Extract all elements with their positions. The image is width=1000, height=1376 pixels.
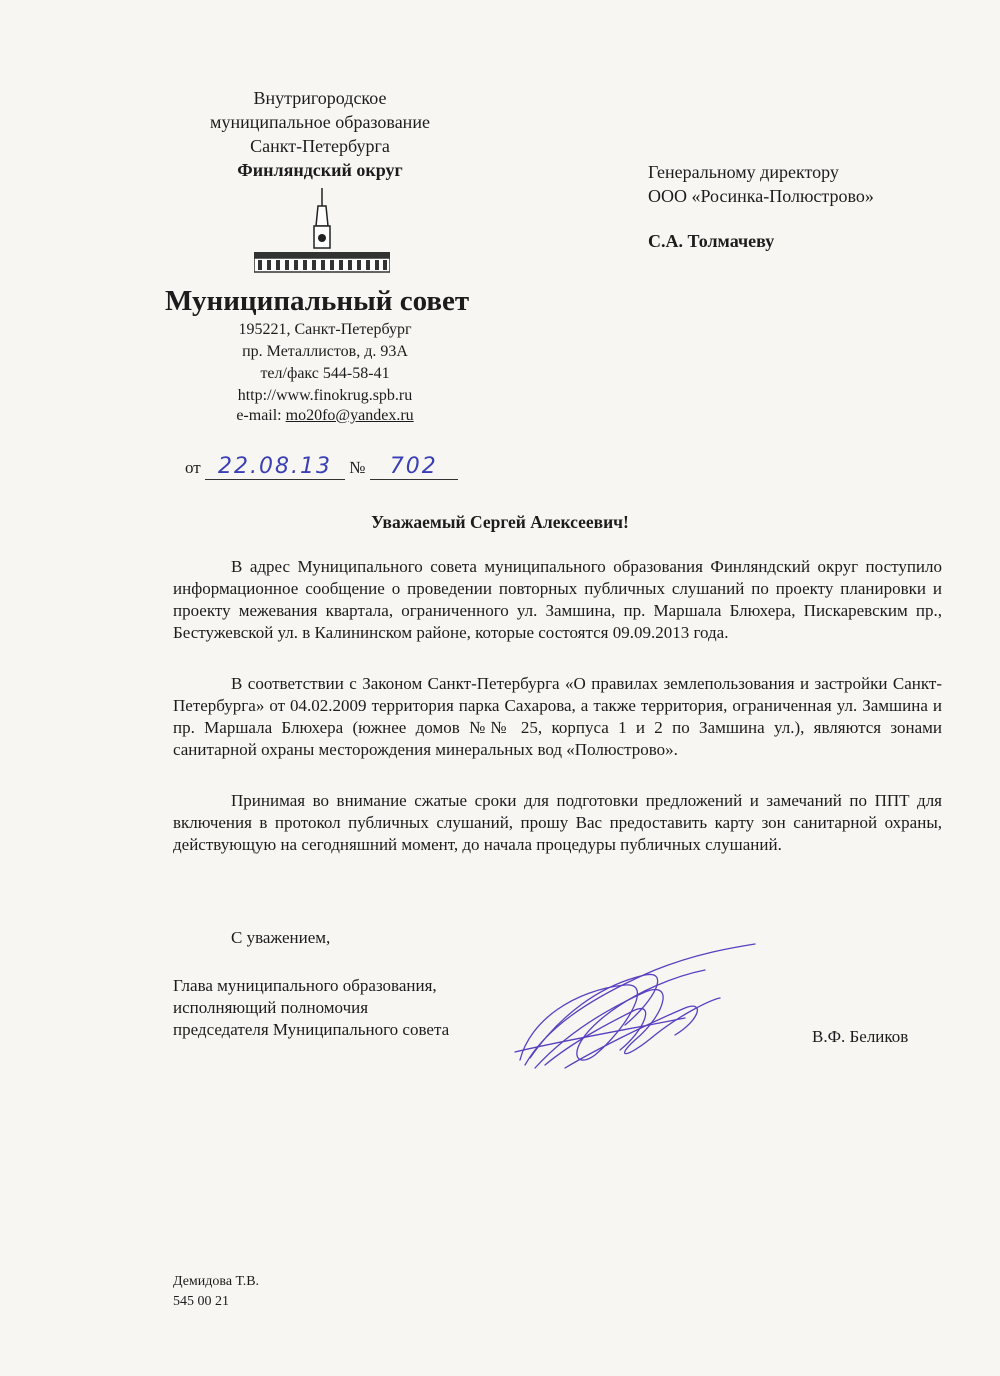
recipient-company: ООО «Росинка-Полюстрово» <box>648 186 874 206</box>
date-field <box>205 454 345 480</box>
address-line-2: пр. Металлистов, д. 93А <box>242 343 408 360</box>
salutation: Уважаемый Сергей Алексеевич! <box>371 512 629 532</box>
number-label: № <box>349 458 366 477</box>
signatory-name: В.Ф. Беликов <box>812 1027 909 1046</box>
number-value: 702 <box>389 454 438 479</box>
executor-name: Демидова Т.В. <box>173 1274 260 1289</box>
letterhead-district: Финляндский округ <box>237 160 403 180</box>
number-field <box>370 454 458 480</box>
signatory-line-3: председателя Муниципального совета <box>173 1020 450 1039</box>
date-value: 22.08.13 <box>217 454 332 479</box>
reference-line <box>185 454 458 480</box>
building-emblem-icon <box>254 186 390 274</box>
handwritten-signature-icon <box>505 940 765 1080</box>
email-line <box>175 406 475 426</box>
signatory-block <box>173 975 449 1041</box>
address-line-1: 195221, Санкт-Петербург <box>238 321 412 338</box>
phone-fax: тел/факс 544-58-41 <box>260 365 390 382</box>
recipient-position: Генеральному директору <box>648 162 839 182</box>
body-paragraph-1: В адрес Муниципального совета муниципального образования Финляндский округ поступило информационное сообщение о проведении повторных публичных слушаний по проекту планировки и проекту межевания квартала, ограниченного ул. Замшина, пр. Маршала Блюхера, Пискаревским пр., Бестужевской ул. в Калининском районе, которые состоятся 09.09.2013 года. <box>173 557 942 642</box>
letterhead-line-3: Санкт-Петербурга <box>250 136 390 156</box>
email-link[interactable]: mo20fo@yandex.ru <box>285 407 414 424</box>
recipient-name: С.А. Толмачеву <box>648 231 775 251</box>
website-link[interactable]: http://www.finokrug.spb.ru <box>237 387 413 404</box>
signatory-line-1: Глава муниципального образования, <box>173 976 437 995</box>
letterhead-line-1: Внутригородское <box>253 88 387 108</box>
signatory-line-2: исполняющий полномочия <box>173 998 369 1017</box>
date-label: от <box>185 458 201 477</box>
council-title: Муниципальный совет <box>165 285 470 317</box>
body-paragraph-2: В соответствии с Законом Санкт-Петербурга «О правилах землепользования и застройки Санкт-Петербурга» от 04.02.2009 территория парка Сахарова, а также территория, ограниченная ул. Замшина и пр. Маршала Блюхера (южнее домов №№ 25, корпуса 1 и 2 по Замшина ул.), являются зонами санитарной охраны месторождения минеральных вод «Полюстрово». <box>173 674 942 759</box>
letterhead-line-2: муниципальное образование <box>210 112 430 132</box>
executor-phone: 545 00 21 <box>173 1294 229 1309</box>
closing: С уважением, <box>231 928 331 947</box>
body-paragraph-3: Принимая во внимание сжатые сроки для подготовки предложений и замечаний по ППТ для включения в протокол публичных слушаний, прошу Вас предоставить карту зон санитарной охраны, действующую на сегодняшний момент, до начала процедуры публичных слушаний. <box>173 791 942 854</box>
email-label: e-mail: <box>236 407 282 424</box>
